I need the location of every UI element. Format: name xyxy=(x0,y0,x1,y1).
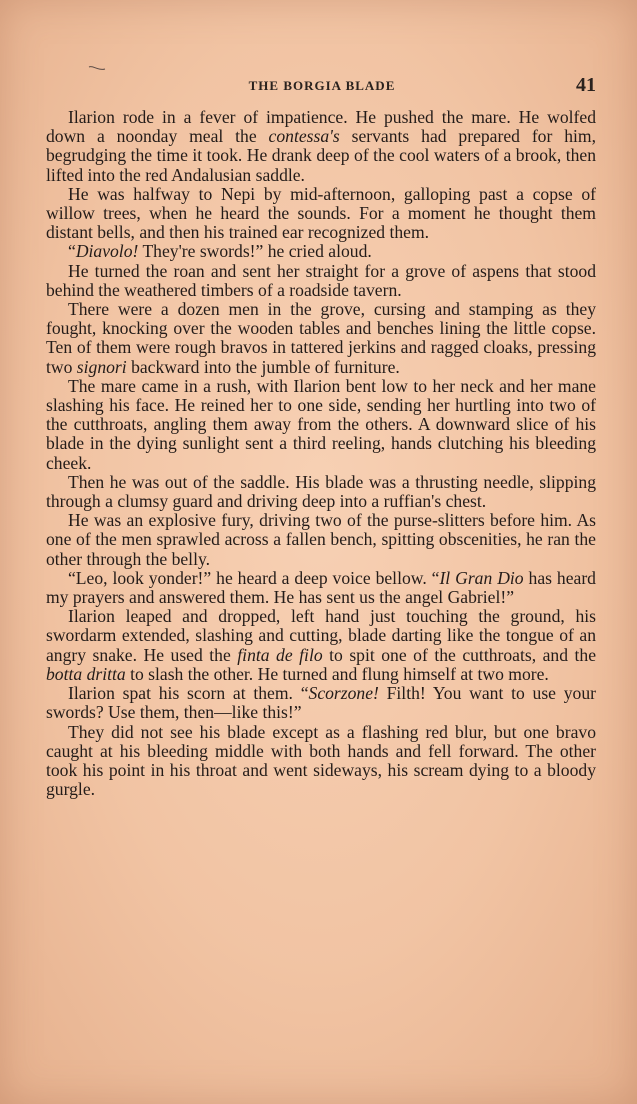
pencil-mark xyxy=(88,64,106,72)
italic-text: botta dritta xyxy=(46,663,126,684)
italic-text: finta de filo xyxy=(237,644,323,665)
italic-text: contessa's xyxy=(268,126,340,147)
italic-text: Il Gran Dio xyxy=(439,567,524,588)
paragraph xyxy=(46,108,596,185)
text-run: to spit one of the cutthroats, and the xyxy=(322,644,597,665)
text-run: There were a dozen men in the grove, cursing and stamping as they fought, knocking over the wooden tables and benches lining the little copse. Ten of them were rough bravos in tattered jerkins and ragged cloaks, pressing two xyxy=(46,299,596,377)
text-run: to slash the other. He turned and flung himself at two more. xyxy=(125,663,549,684)
paragraph xyxy=(46,607,596,684)
running-title: THE BORGIA BLADE xyxy=(248,78,396,93)
text-run: has heard my prayers and answered them. He has sent us the angel Gabriel!” xyxy=(46,567,596,608)
paragraph xyxy=(46,473,596,511)
text-run: He turned the roan and sent her straight for a grove of aspens that stood behind the weathered timbers of a roadside tavern. xyxy=(46,260,596,300)
italic-text: Diavolo! xyxy=(75,241,139,262)
text-run: They're swords!” he cried aloud. xyxy=(138,241,372,262)
paragraph xyxy=(46,377,596,473)
paragraph xyxy=(46,723,596,800)
body-text xyxy=(46,108,596,799)
text-run: Ilarion leaped and dropped, left hand just touching the ground, his swordarm extended, slashing and cutting, blade darting like the tongue of an angry snake. He used the xyxy=(46,606,596,665)
italic-text: Scorzone! xyxy=(308,683,379,704)
text-run: The mare came in a rush, with Ilarion bent low to her neck and her mane slashing his face. He reined her to one side, sending her hurtling into two of the cutthroats, angling them away from the others. A downward slice of his blade in the dying sunlight sent a third reeling, hands clutching his bleeding cheek. xyxy=(46,375,596,473)
page-number: 41 xyxy=(576,74,596,96)
text-run: He was halfway to Nepi by mid-afternoon, galloping past a copse of willow trees, when he heard the sounds. For a moment he thought them distant bells, and then his trained ear recognized them. xyxy=(46,183,596,243)
text-run: “ xyxy=(68,241,76,262)
text-run: “Leo, look yonder!” he heard a deep voice bellow. “ xyxy=(68,567,440,588)
text-run: He was an explosive fury, driving two of the purse-slitters before him. As one of the men sprawled across a fallen bench, spitting obscenities, he ran the other through the belly. xyxy=(46,510,596,569)
paragraph xyxy=(46,262,596,300)
paragraph xyxy=(46,684,596,722)
text-run: servants had prepared for him, begrudging the time it took. He drank deep of the cool waters of a brook, then lifted into the red Andalusian saddle. xyxy=(46,126,596,185)
italic-text: signori xyxy=(76,356,127,377)
paragraph xyxy=(46,300,596,377)
text-run: They did not see his blade except as a flashing red blur, but one bravo caught at his bleeding middle with both hands and fell forward. The other took his point in his throat and went sideways, his scream dying to a bloody gurgle. xyxy=(46,721,596,800)
paragraph xyxy=(46,242,596,261)
paragraph xyxy=(46,185,596,243)
text-run: Ilarion spat his scorn at them. “ xyxy=(68,683,309,704)
paragraph xyxy=(46,511,596,569)
text-run: backward into the jumble of furniture. xyxy=(126,356,400,377)
paragraph xyxy=(46,569,596,607)
text-run: Ilarion rode in a fever of impatience. He pushed the mare. He wolfed down a noonday meal the xyxy=(46,107,596,147)
text-run: Then he was out of the saddle. His blade was a thrusting needle, slipping through a clumsy guard and driving deep into a ruffian's chest. xyxy=(46,471,596,512)
text-run: Filth! You want to use your swords? Use them, then—like this!” xyxy=(46,683,596,723)
page-header xyxy=(48,74,596,104)
